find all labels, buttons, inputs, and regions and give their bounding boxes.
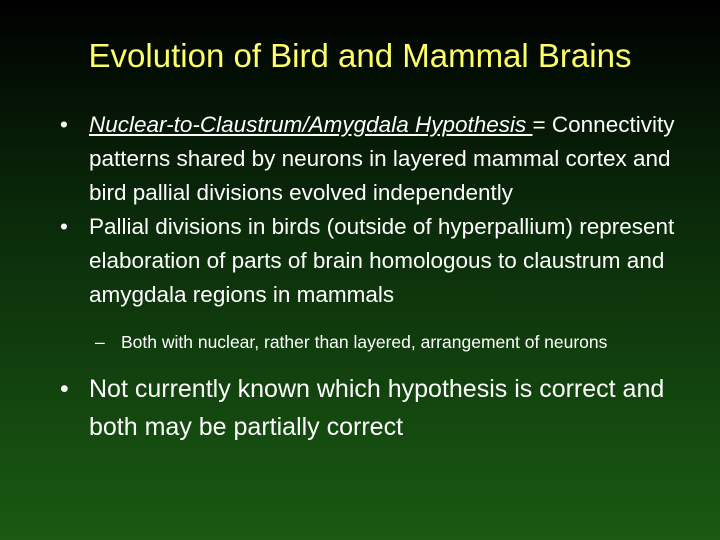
- bullet-2: [60, 210, 700, 312]
- bullet-3-text: Not currently known which hypothesis is correct and both may be partially correct: [89, 375, 665, 441]
- sub-bullet-text: Both with nuclear, rather than layered, arrangement of neurons: [121, 332, 608, 352]
- bullet-2-text: Pallial divisions in birds (outside of hyperpallium) represent elaboration of parts of brain homologous to claustrum and amygdala regions in mammals: [89, 214, 675, 307]
- slide-title: Evolution of Bird and Mammal Brains: [88, 37, 632, 74]
- bullet-marker: •: [60, 375, 69, 403]
- bullet-marker: •: [60, 112, 68, 137]
- bullet-1: [60, 108, 700, 210]
- bullet-list: [60, 108, 700, 446]
- bullet-3: [60, 370, 700, 446]
- bullet-marker: •: [60, 214, 68, 239]
- sub-bullet: [89, 328, 700, 356]
- hypothesis-term: Nuclear-to-Claustrum/Amygdala Hypothesis: [89, 112, 533, 137]
- sub-bullet-marker: –: [95, 332, 105, 352]
- bullet-1-text: = Connectivity patterns shared by neurons in layered mammal cortex and bird pallial divisions evolved independently: [89, 112, 675, 205]
